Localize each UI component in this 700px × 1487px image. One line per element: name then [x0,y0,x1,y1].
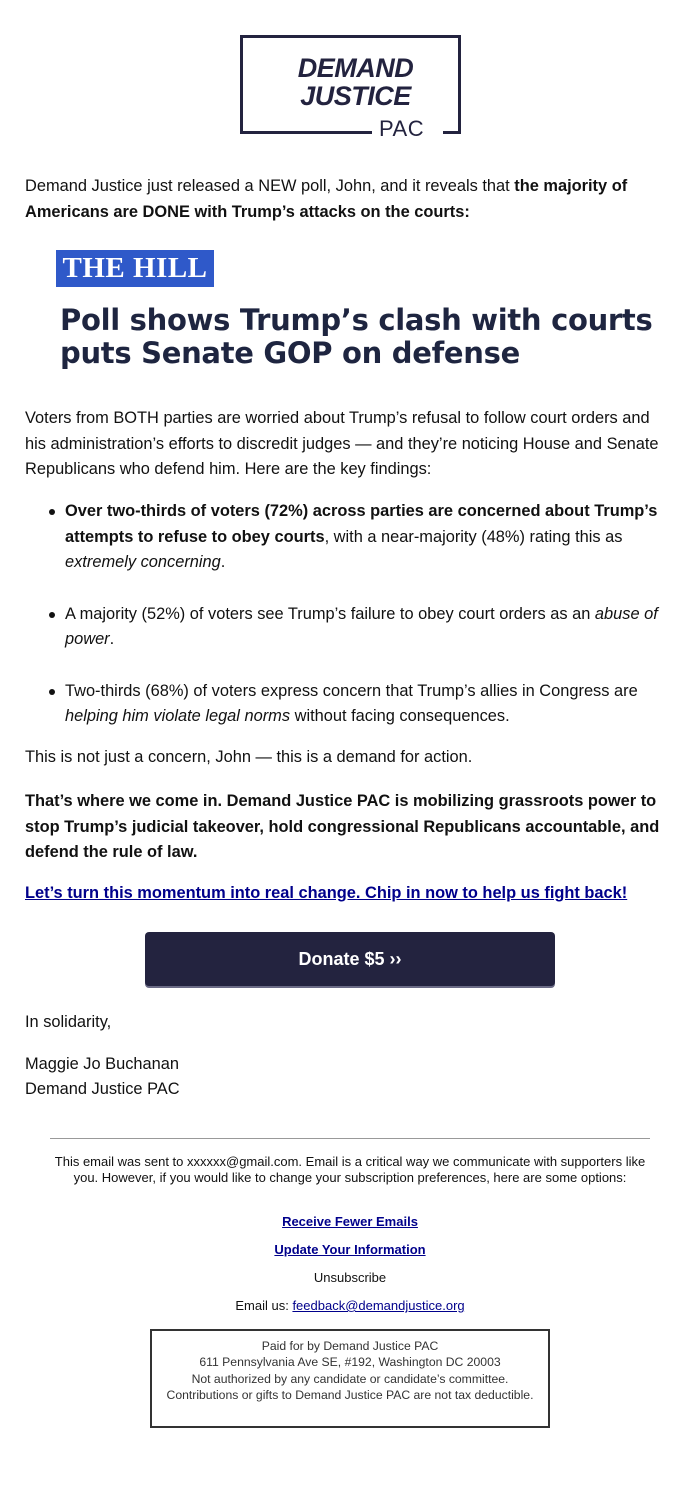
footer-notice: This email was sent to xxxxxx@gmail.com. Email is a critical way we communicate with supporters like you. However, if you would like to change your subscription preferences, here are some options: [54,1154,646,1185]
finding-text: A majority (52%) of voters see Trump’s failure to obey court orders as an [65,604,595,623]
feedback-email-link[interactable]: feedback@demandjustice.org [292,1298,465,1313]
finding-bold-text: Over two-thirds of voters (72%) across parties are concerned about Trump’s attempts to refuse to obey courts [65,502,658,546]
update-information-link[interactable]: Update Your Information [274,1242,426,1257]
logo-pac-row [240,114,461,141]
logo-rule-left [240,131,372,134]
receive-fewer-emails-link[interactable]: Receive Fewer Emails [282,1214,418,1229]
unsubscribe-link[interactable]: Unsubscribe [313,1270,387,1285]
disclaimer-line: 611 Pennsylvania Ave SE, #192, Washington DC 20003 [199,1355,501,1370]
fewer-emails-row [50,1214,650,1230]
intro-paragraph [25,174,675,225]
article-headline[interactable]: Poll shows Trump’s clash with courts puts Senate GOP on defense [60,303,653,370]
disclaimer-line: Contributions or gifts to Demand Justice PAC are not tax deductible. [166,1387,534,1402]
footer-divider [50,1138,650,1139]
email-us-row [50,1298,650,1314]
finding-item [65,602,675,653]
finding-italic-text: extremely concerning [65,553,221,571]
logo-line-demand: DEMAND [297,53,414,83]
logo-pac-text: PAC [379,116,425,141]
the-hill-logo[interactable]: THE HILL [56,250,214,287]
intro-lead: Demand Justice just released a NEW poll, John, and it reveals that [25,177,515,195]
unsubscribe-row [50,1270,650,1286]
finding-item [65,499,675,576]
signoff-org: Demand Justice PAC [25,1080,180,1098]
demand-paragraph: This is not just a concern, John — this is a demand for action. [25,748,473,766]
signoff-name: Maggie Jo Buchanan [25,1055,179,1073]
logo-line-justice: JUSTICE [300,81,411,111]
finding-end-text: without facing consequences. [290,707,510,725]
paid-for-disclaimer [150,1329,550,1428]
disclaimer-line: Paid for by Demand Justice PAC [261,1339,439,1353]
finding-text: Two-thirds (68%) of voters express concern that Trump’s allies in Congress are [65,681,638,700]
finding-text: , with a near-majority (48%) rating this as [324,527,623,546]
finding-italic-text: abuse of power [65,604,658,648]
finding-item [65,679,675,730]
chip-in-link[interactable]: Let’s turn this momentum into real change. Chip in now to help us fight back! [25,884,628,902]
signoff-closing: In solidarity, [25,1013,112,1031]
intro-bold: the majority of Americans are DONE with Trump’s attacks on the courts: [25,177,628,221]
findings-list [25,499,675,730]
mobilize-paragraph: That’s where we come in. Demand Justice PAC is mobilizing grassroots power to stop Trump’s judicial takeover, hold congressional Republicans accountable, and defend the rule of law. [25,792,660,861]
finding-italic-text: helping him violate legal norms [65,707,291,725]
cta-paragraph [25,881,675,907]
demand-justice-pac-logo[interactable] [240,35,461,141]
email-us-label: Email us: [235,1298,293,1313]
update-info-row [50,1242,650,1258]
finding-end-text: . [109,630,115,648]
donate-button[interactable]: Donate $5 ›› [145,932,555,986]
voters-paragraph: Voters from BOTH parties are worried about Trump’s refusal to follow court orders and his administration’s efforts to discredit judges — and they’re noticing House and Senate Republicans who defend him. Here are the key findings: [25,409,659,478]
logo-rule-right [443,131,461,134]
disclaimer-line: Not authorized by any candidate or candidate’s committee. [191,1371,509,1386]
finding-end-text: . [220,553,226,571]
